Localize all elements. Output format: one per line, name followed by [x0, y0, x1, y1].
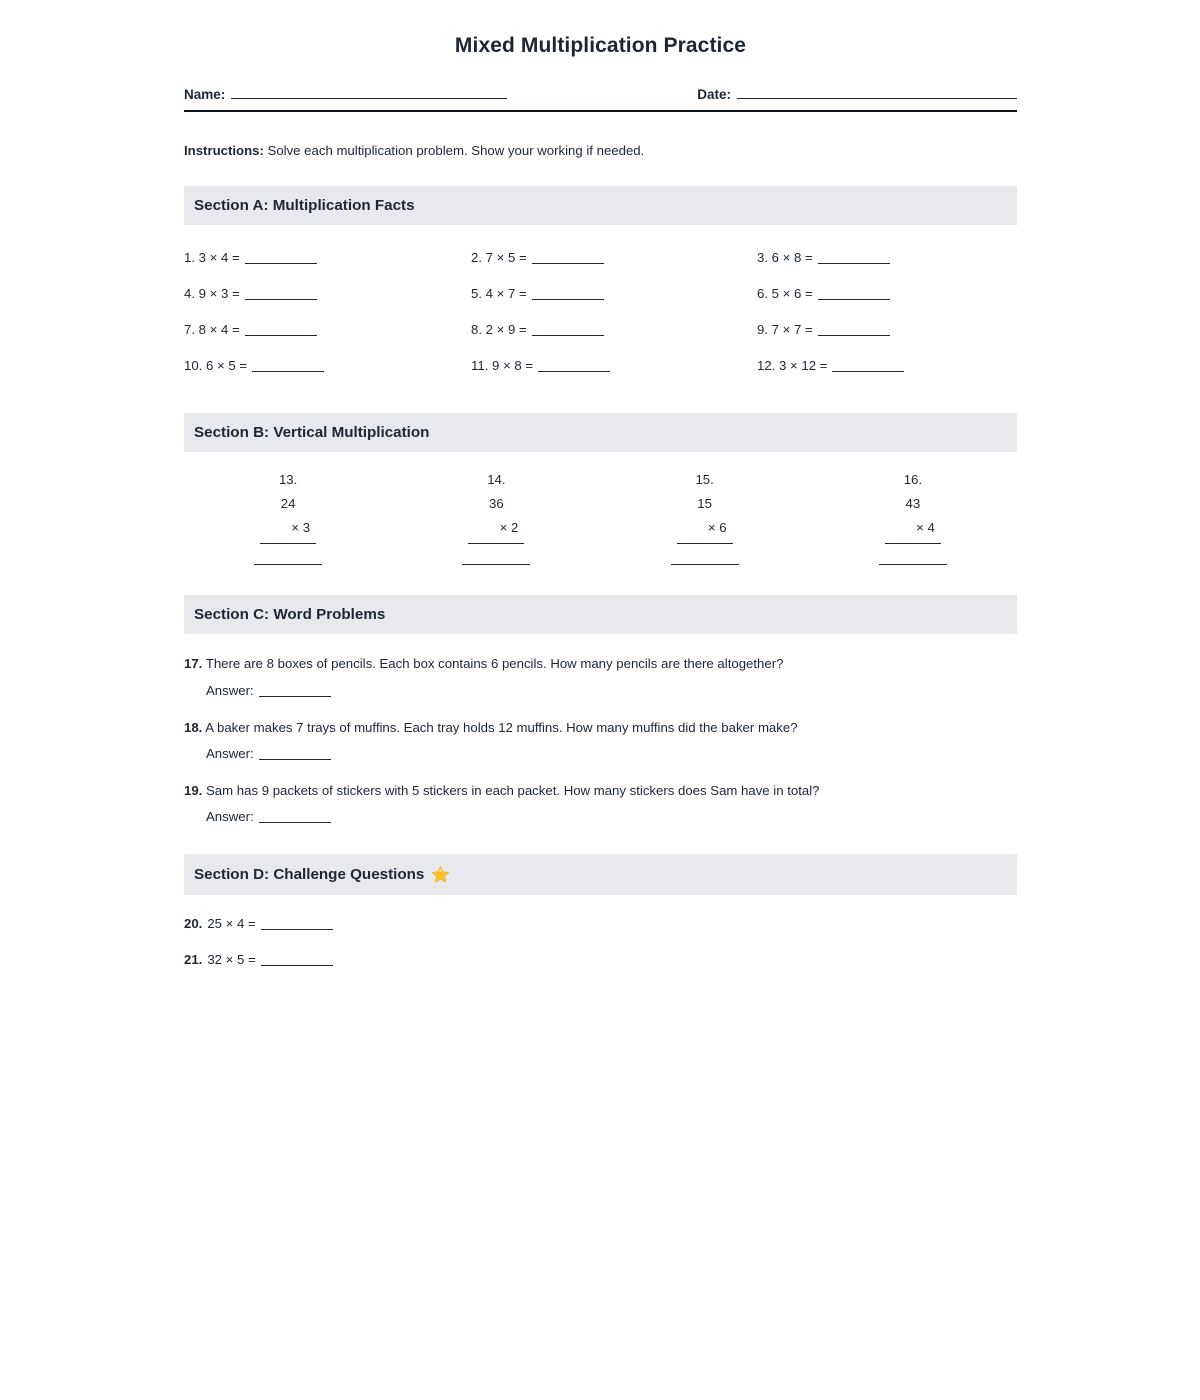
problem-expression: 7 × 5 =: [485, 249, 527, 265]
problem-expression: 5 × 6 =: [771, 285, 813, 301]
word-problem: [184, 781, 1017, 824]
section-a-problem-grid: [184, 239, 1017, 383]
header-divider: [184, 110, 1017, 112]
fact-problem: [471, 311, 757, 347]
fact-problem: [757, 311, 1017, 347]
fact-problem: [184, 347, 471, 383]
problem-number: 17.: [184, 656, 203, 672]
problem-number: 19.: [184, 782, 203, 798]
multiplier: × 4: [885, 516, 941, 544]
date-field[interactable]: [697, 85, 1017, 102]
date-blank-line[interactable]: [737, 85, 1017, 99]
answer-blank[interactable]: [818, 323, 890, 336]
problem-expression: 32 × 5 =: [207, 951, 256, 967]
name-blank-line[interactable]: [231, 85, 507, 99]
fact-problem: [184, 311, 471, 347]
word-problem-text-row: [184, 718, 1017, 737]
answer-blank[interactable]: [532, 323, 604, 336]
answer-blank[interactable]: [261, 953, 333, 966]
problem-number: 21.: [184, 951, 203, 967]
problem-number: 6.: [757, 285, 768, 301]
answer-blank[interactable]: [261, 917, 333, 930]
answer-blank[interactable]: [879, 564, 947, 565]
problem-expression: 25 × 4 =: [207, 915, 256, 931]
problem-expression: 9 × 3 =: [198, 285, 240, 301]
problem-expression: 6 × 5 =: [206, 357, 248, 373]
problem-text: A baker makes 7 trays of muffins. Each tray holds 12 muffins. How many muffins did the baker make?: [205, 719, 798, 735]
answer-blank[interactable]: [259, 810, 331, 823]
problem-number: 5.: [471, 285, 482, 301]
section-d-heading: Section D: Challenge Questions: [194, 865, 425, 883]
answer-blank[interactable]: [538, 359, 610, 372]
multiplier: × 6: [677, 516, 733, 544]
answer-blank[interactable]: [818, 251, 890, 264]
section-a-heading: Section A: Multiplication Facts: [194, 197, 415, 215]
problem-expression: 6 × 8 =: [771, 249, 813, 265]
section-d-header: [184, 854, 1017, 895]
answer-label: Answer:: [206, 808, 254, 824]
word-problem-answer: [206, 746, 1017, 761]
problem-expression: 2 × 9 =: [485, 321, 527, 337]
word-problem-answer: [206, 683, 1017, 698]
word-problem: [184, 718, 1017, 761]
problem-number: 18.: [184, 719, 203, 735]
fact-problem: [757, 239, 1017, 275]
fact-problem: [471, 275, 757, 311]
multiplicand: 43: [905, 496, 921, 512]
problem-expression: 9 × 8 =: [492, 357, 534, 373]
section-c-heading: Section C: Word Problems: [194, 606, 386, 624]
answer-blank[interactable]: [254, 564, 322, 565]
problem-number: 11.: [471, 357, 489, 373]
section-c: [184, 595, 1017, 823]
instructions-label: Instructions:: [184, 143, 264, 158]
problem-expression: 8 × 4 =: [198, 321, 240, 337]
word-problem-text-row: [184, 654, 1017, 673]
name-label: Name:: [184, 87, 226, 102]
problem-number: 4.: [184, 285, 195, 301]
vertical-problem: [809, 468, 1017, 565]
fact-problem: [184, 275, 471, 311]
section-b-heading: Section B: Vertical Multiplication: [194, 424, 430, 442]
instructions: [184, 142, 1017, 160]
word-problem-text-row: [184, 781, 1017, 800]
problem-number: 2.: [471, 249, 482, 265]
date-label: Date:: [697, 87, 731, 102]
problem-number: 8.: [471, 321, 482, 337]
answer-blank[interactable]: [252, 359, 324, 372]
problem-number: 1.: [184, 249, 195, 265]
problem-number: 14.: [487, 472, 506, 488]
problem-expression: 4 × 7 =: [485, 285, 527, 301]
answer-blank[interactable]: [818, 287, 890, 300]
page-title: Mixed Multiplication Practice: [454, 34, 747, 57]
problem-number: 15.: [695, 472, 714, 488]
answer-label: Answer:: [206, 682, 254, 698]
vertical-problem: [601, 468, 809, 565]
multiplicand: 36: [489, 496, 504, 512]
vertical-problem: [184, 468, 392, 565]
multiplicand: 15: [697, 496, 712, 512]
problem-number: 12.: [757, 357, 776, 373]
problem-expression: 3 × 12 =: [779, 357, 828, 373]
section-d: [184, 854, 1017, 967]
answer-blank[interactable]: [245, 287, 317, 300]
section-b-problem-grid: [184, 468, 1017, 565]
star-icon: [431, 865, 450, 884]
problem-expression: 7 × 7 =: [771, 321, 813, 337]
section-c-header: [184, 595, 1017, 634]
fact-problem: [471, 347, 757, 383]
multiplier: × 3: [260, 516, 316, 544]
challenge-problem: [184, 952, 1017, 967]
section-a: [184, 186, 1017, 383]
problem-number: 13.: [278, 472, 298, 488]
problem-number: 16.: [903, 472, 923, 488]
challenge-problem: [184, 916, 1017, 931]
section-b: [184, 413, 1017, 565]
answer-blank[interactable]: [462, 564, 530, 565]
answer-blank[interactable]: [671, 564, 739, 565]
fact-problem: [471, 239, 757, 275]
answer-blank[interactable]: [245, 251, 317, 264]
answer-label: Answer:: [206, 745, 254, 761]
fact-problem: [757, 275, 1017, 311]
problem-number: 7.: [184, 321, 195, 337]
answer-blank[interactable]: [832, 359, 904, 372]
fact-problem: [757, 347, 1017, 383]
problem-number: 3.: [757, 249, 768, 265]
problem-number: 20.: [184, 915, 203, 931]
multiplicand: 24: [280, 496, 296, 512]
answer-blank[interactable]: [259, 747, 331, 760]
name-date-row: [184, 85, 1017, 102]
section-b-header: [184, 413, 1017, 452]
answer-blank[interactable]: [245, 323, 317, 336]
word-problem: [184, 654, 1017, 697]
problem-number: 10.: [184, 357, 203, 373]
answer-blank[interactable]: [259, 684, 331, 697]
answer-blank[interactable]: [532, 251, 604, 264]
problem-expression: 3 × 4 =: [198, 249, 240, 265]
worksheet-body: [184, 0, 1017, 967]
fact-problem: [184, 239, 471, 275]
instructions-text: Solve each multiplication problem. Show your working if needed.: [267, 143, 645, 158]
vertical-problem: [392, 468, 600, 565]
problem-text: There are 8 boxes of pencils. Each box contains 6 pencils. How many pencils are there altogether?: [205, 656, 784, 672]
name-field[interactable]: [184, 85, 507, 102]
problem-text: Sam has 9 packets of stickers with 5 stickers in each packet. How many stickers does Sam have in total?: [206, 782, 820, 798]
answer-blank[interactable]: [532, 287, 604, 300]
word-problem-answer: [206, 809, 1017, 824]
section-a-header: [184, 186, 1017, 225]
problem-number: 9.: [757, 321, 768, 337]
multiplier: × 2: [468, 516, 524, 544]
